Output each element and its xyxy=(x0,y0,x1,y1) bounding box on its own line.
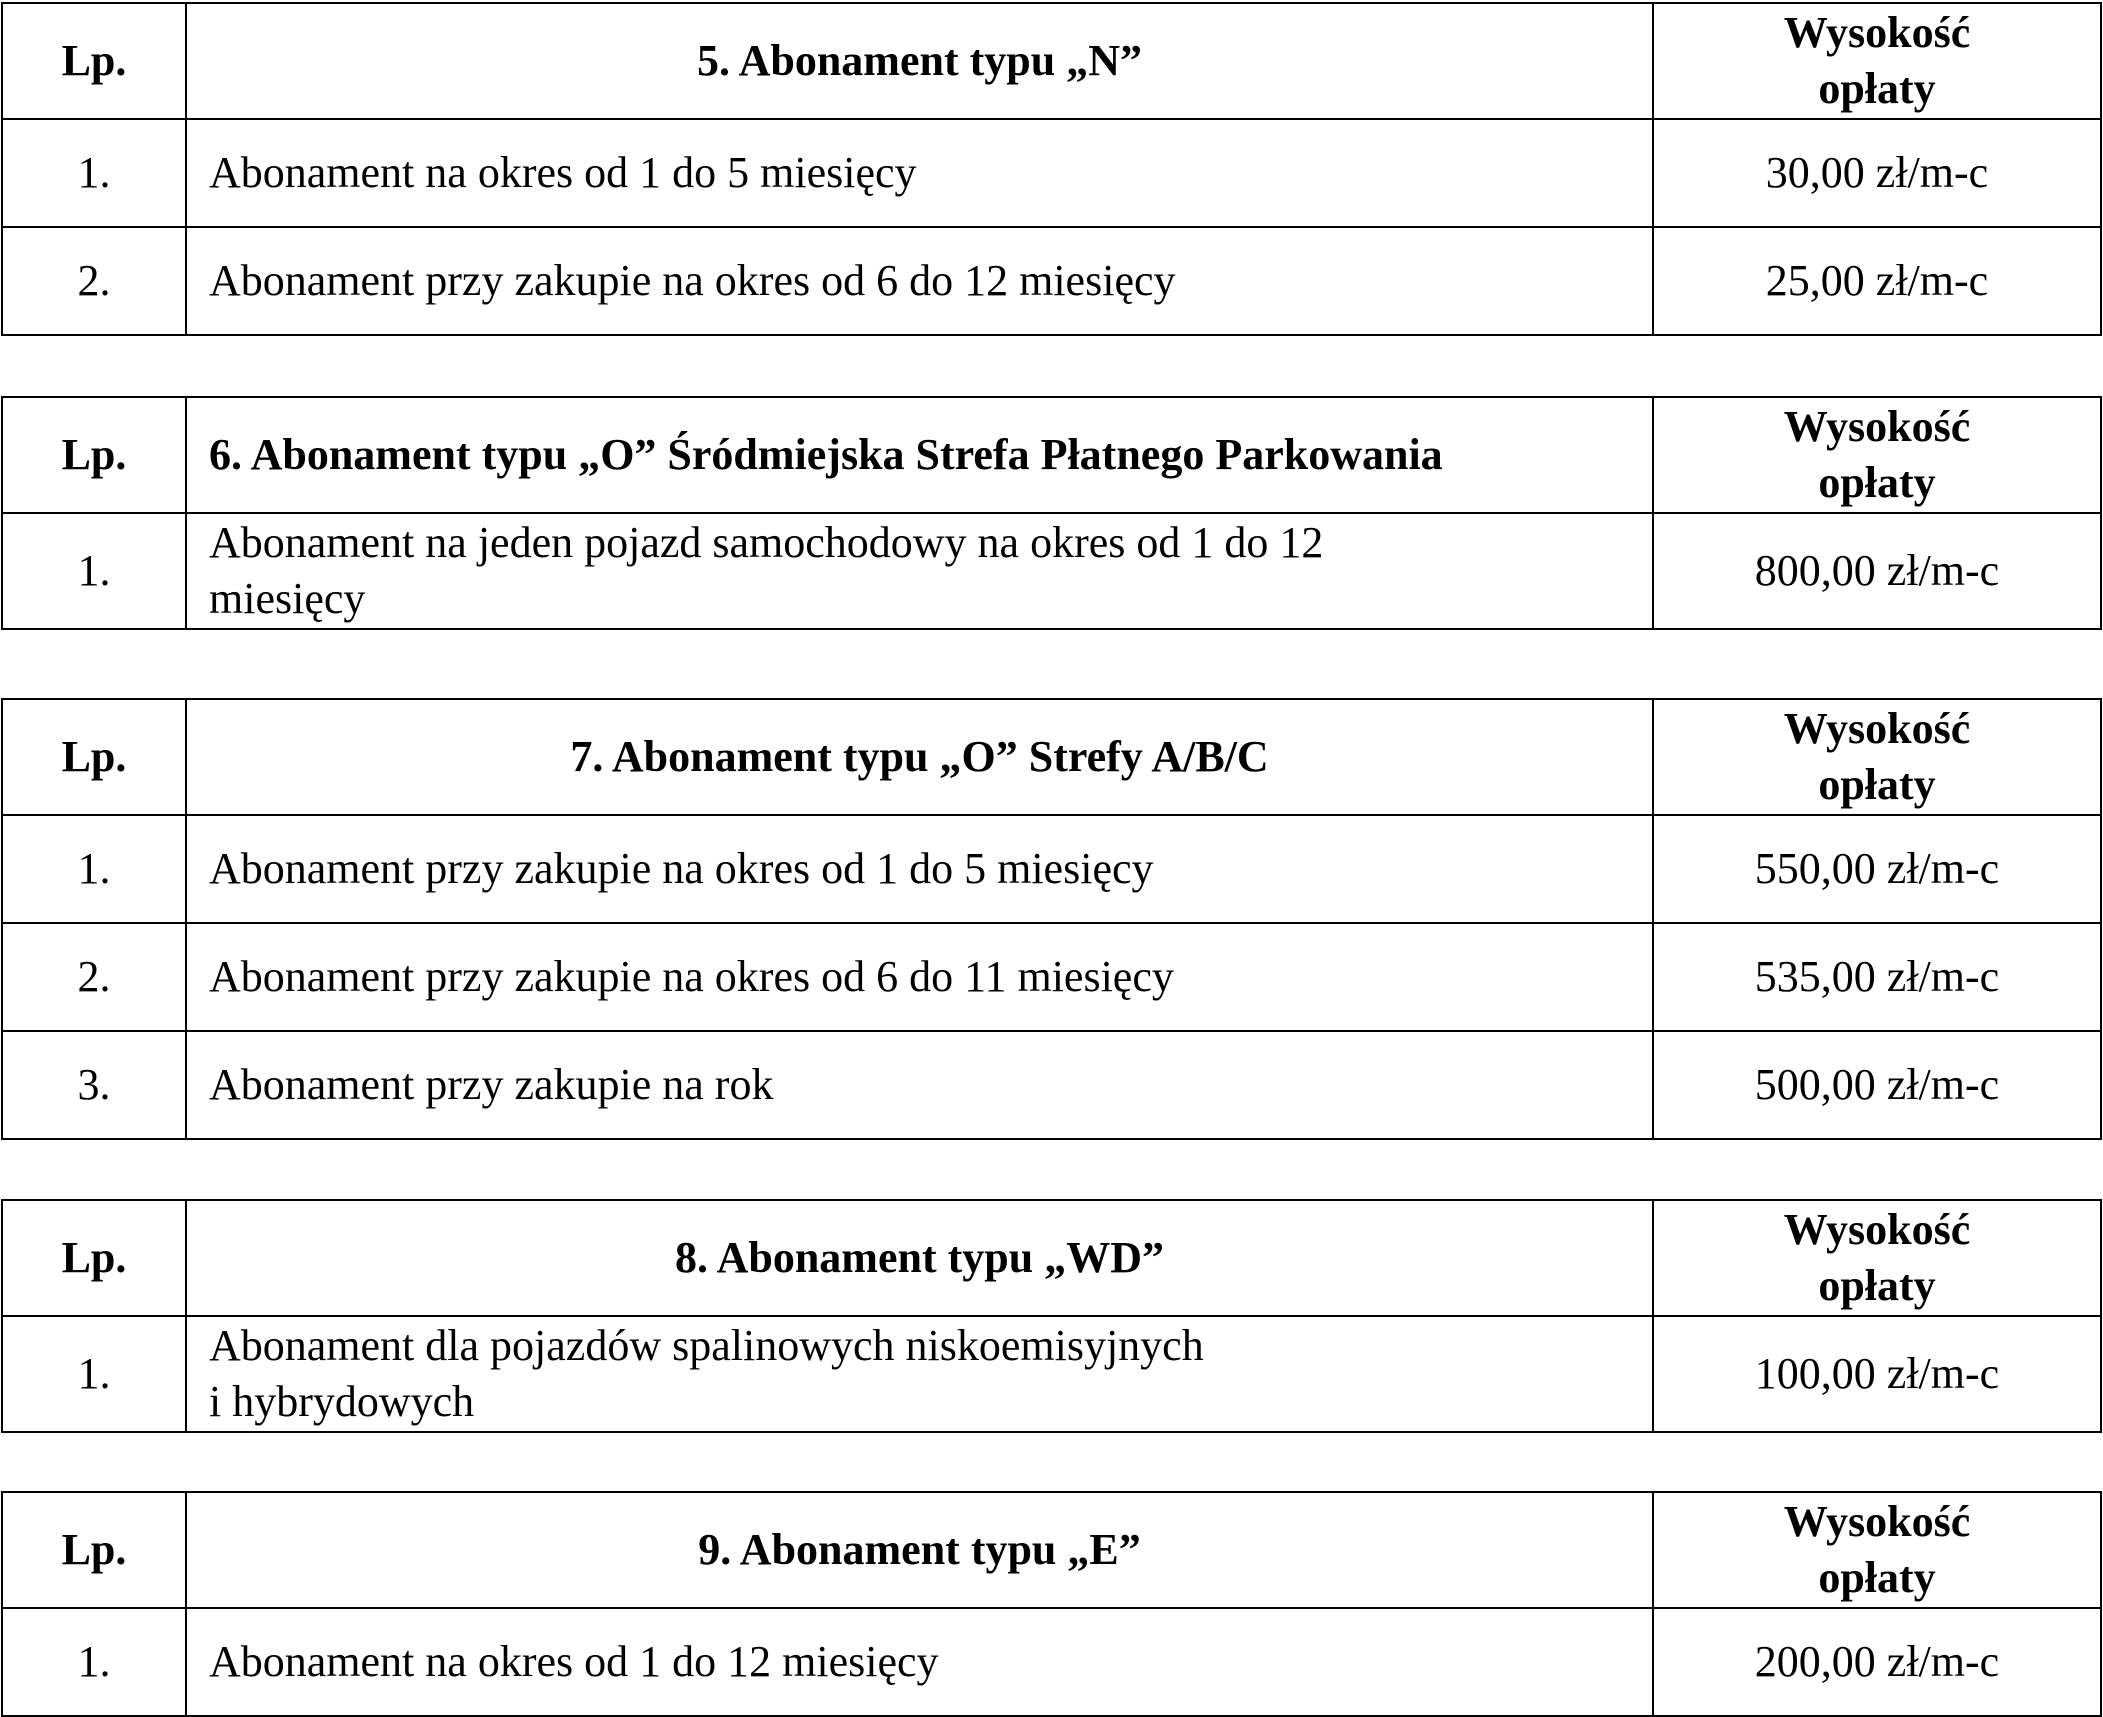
fee-table-type-n xyxy=(1,2,2102,336)
fee-header-line2: opłaty xyxy=(1818,458,1936,507)
fee-header-line1: Wysokość xyxy=(1783,1205,1971,1254)
fee-header-line2: opłaty xyxy=(1818,1553,1936,1602)
row-description: Abonament przy zakupie na okres od 6 do 12 miesięcy xyxy=(186,227,1653,335)
table-header-row xyxy=(2,699,2101,815)
row-description-line1: Abonament na jeden pojazd samochodowy na okres od 1 do 12 xyxy=(209,518,1324,567)
row-number: 1. xyxy=(2,815,186,923)
row-number: 1. xyxy=(2,119,186,227)
row-number: 1. xyxy=(2,513,186,629)
row-description-line2: i hybrydowych xyxy=(209,1377,475,1426)
row-fee: 550,00 zł/m-c xyxy=(1653,815,2101,923)
lp-header: Lp. xyxy=(2,3,186,119)
fee-header-line1: Wysokość xyxy=(1783,1497,1971,1546)
fee-table-type-o-srodmiejska xyxy=(1,396,2102,630)
table-header-row xyxy=(2,397,2101,513)
table-title: 7. Abonament typu „O” Strefy A/B/C xyxy=(186,699,1653,815)
lp-header: Lp. xyxy=(2,1492,186,1608)
row-fee: 25,00 zł/m-c xyxy=(1653,227,2101,335)
fee-table-type-o-strefy xyxy=(1,698,2102,1140)
lp-header: Lp. xyxy=(2,699,186,815)
fee-table-type-wd xyxy=(1,1199,2102,1433)
row-number: 3. xyxy=(2,1031,186,1139)
row-description xyxy=(186,513,1653,629)
fee-header-line2: opłaty xyxy=(1818,760,1936,809)
table-row xyxy=(2,923,2101,1031)
row-description xyxy=(186,1316,1653,1432)
row-fee: 800,00 zł/m-c xyxy=(1653,513,2101,629)
table-row xyxy=(2,1608,2101,1716)
fee-header-line1: Wysokość xyxy=(1783,704,1971,753)
table-title: 5. Abonament typu „N” xyxy=(186,3,1653,119)
table-header-row xyxy=(2,1200,2101,1316)
fee-header-line2: opłaty xyxy=(1818,1261,1936,1310)
row-fee: 500,00 zł/m-c xyxy=(1653,1031,2101,1139)
table-title: 9. Abonament typu „E” xyxy=(186,1492,1653,1608)
fee-header xyxy=(1653,397,2101,513)
row-description: Abonament na okres od 1 do 5 miesięcy xyxy=(186,119,1653,227)
fee-header xyxy=(1653,3,2101,119)
fee-header-line2: opłaty xyxy=(1818,64,1936,113)
row-number: 2. xyxy=(2,923,186,1031)
row-fee: 535,00 zł/m-c xyxy=(1653,923,2101,1031)
row-number: 2. xyxy=(2,227,186,335)
row-number: 1. xyxy=(2,1608,186,1716)
fee-header xyxy=(1653,1200,2101,1316)
lp-header: Lp. xyxy=(2,397,186,513)
table-row xyxy=(2,1316,2101,1432)
table-row xyxy=(2,119,2101,227)
row-description: Abonament przy zakupie na okres od 1 do 5 miesięcy xyxy=(186,815,1653,923)
table-title: 6. Abonament typu „O” Śródmiejska Strefa Płatnego Parkowania xyxy=(186,397,1653,513)
lp-header: Lp. xyxy=(2,1200,186,1316)
table-row xyxy=(2,815,2101,923)
fee-header-line1: Wysokość xyxy=(1783,402,1971,451)
table-header-row xyxy=(2,3,2101,119)
fee-table-type-e xyxy=(1,1491,2102,1717)
fee-header xyxy=(1653,1492,2101,1608)
row-fee: 200,00 zł/m-c xyxy=(1653,1608,2101,1716)
fee-header xyxy=(1653,699,2101,815)
table-header-row xyxy=(2,1492,2101,1608)
fee-header-line1: Wysokość xyxy=(1783,8,1971,57)
row-description: Abonament przy zakupie na rok xyxy=(186,1031,1653,1139)
row-description-line1: Abonament dla pojazdów spalinowych niskoemisyjnych xyxy=(209,1321,1204,1370)
table-title: 8. Abonament typu „WD” xyxy=(186,1200,1653,1316)
table-row xyxy=(2,1031,2101,1139)
row-description-line2: miesięcy xyxy=(209,574,366,623)
table-row xyxy=(2,227,2101,335)
row-description: Abonament przy zakupie na okres od 6 do 11 miesięcy xyxy=(186,923,1653,1031)
row-description: Abonament na okres od 1 do 12 miesięcy xyxy=(186,1608,1653,1716)
row-number: 1. xyxy=(2,1316,186,1432)
table-row xyxy=(2,513,2101,629)
row-fee: 30,00 zł/m-c xyxy=(1653,119,2101,227)
row-fee: 100,00 zł/m-c xyxy=(1653,1316,2101,1432)
